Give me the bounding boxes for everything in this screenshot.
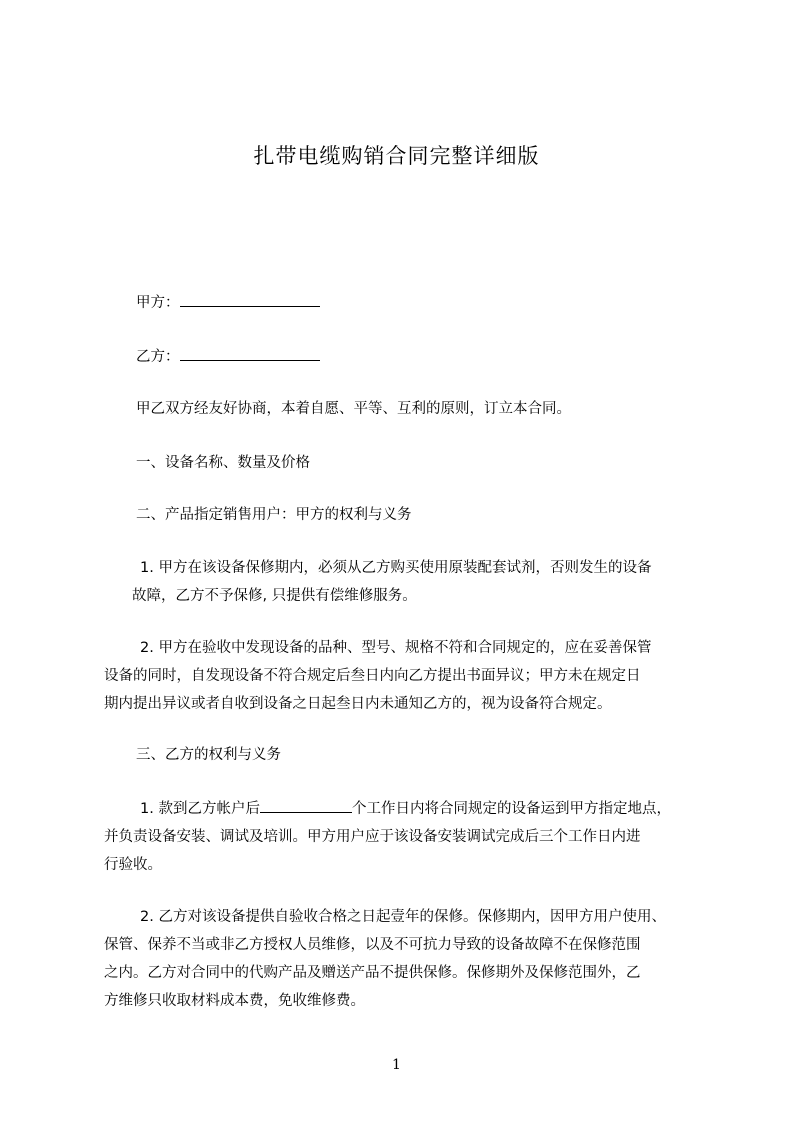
intro-paragraph: 甲乙双方经友好协商，本着自愿、平等、互利的原则，订立本合同。 — [136, 401, 571, 417]
section3-item2-line: 保管、保养不当或非乙方授权人员维修，以及不可抗力导致的设备故障不在保修范围 — [104, 937, 641, 953]
section3-item1-line — [140, 795, 706, 823]
section2-item1-line: 故障，乙方不予保修, 只提供有偿维修服务。 — [132, 588, 417, 604]
party-a-label: 甲方： — [136, 295, 180, 311]
section2-item1-line: 1. 甲方在该设备保修期内，必须从乙方购买使用原装配套试剂，否则发生的设备 — [140, 560, 652, 576]
section2-item2 — [104, 634, 706, 718]
section2-item2-line: 期内提出异议或者自收到设备之日起叁日内未通知乙方的，视为设备符合规定。 — [104, 696, 612, 712]
section2-heading: 二、产品指定销售用户：甲方的权利与义务 — [136, 507, 412, 523]
section3-item2-line: 2. 乙方对该设备提供自验收合格之日起壹年的保修。保修期内，因甲方用户使用、 — [140, 909, 666, 925]
party-a-blank — [180, 291, 320, 307]
section3-item1-prefix: 1. 款到乙方帐户后 — [140, 801, 260, 817]
party-b-blank — [180, 345, 320, 361]
section3-item1-suffix: 个工作日内将合同规定的设备运到甲方指定地点， — [351, 801, 671, 817]
section3-item2-line: 方维修只收取材料成本费，免收维修费。 — [104, 993, 365, 1009]
section3-item1-line: 并负责设备安装、调试及培训。甲方用户应于该设备安装调试完成后三个工作日内进 — [104, 829, 641, 845]
section3-item1-line: 行验收。 — [104, 857, 162, 873]
section1-heading: 一、设备名称、数量及价格 — [136, 455, 310, 471]
section3-item2-line: 之内。乙方对合同中的代购产品及赠送产品不提供保修。保修期外及保修范围外，乙 — [104, 965, 641, 981]
page-number: 1 — [392, 1057, 401, 1073]
party-b-line — [136, 345, 716, 367]
section2-item2-line: 设备的同时，自发现设备不符合规定后叁日内向乙方提出书面异议；甲方未在规定日 — [104, 668, 641, 684]
section2-item2-line: 2. 甲方在验收中发现设备的品种、型号、规格不符和合同规定的，应在妥善保管 — [140, 640, 652, 656]
document-title: 扎带电缆购销合同完整详细版 — [253, 144, 540, 168]
party-b-label: 乙方： — [136, 349, 180, 365]
workdays-blank — [260, 797, 352, 813]
section2-item1 — [132, 554, 706, 610]
section3-item2 — [104, 903, 706, 1015]
party-a-line — [136, 291, 716, 313]
section3-heading: 三、乙方的权利与义务 — [136, 747, 281, 763]
section3-item1 — [104, 795, 706, 879]
